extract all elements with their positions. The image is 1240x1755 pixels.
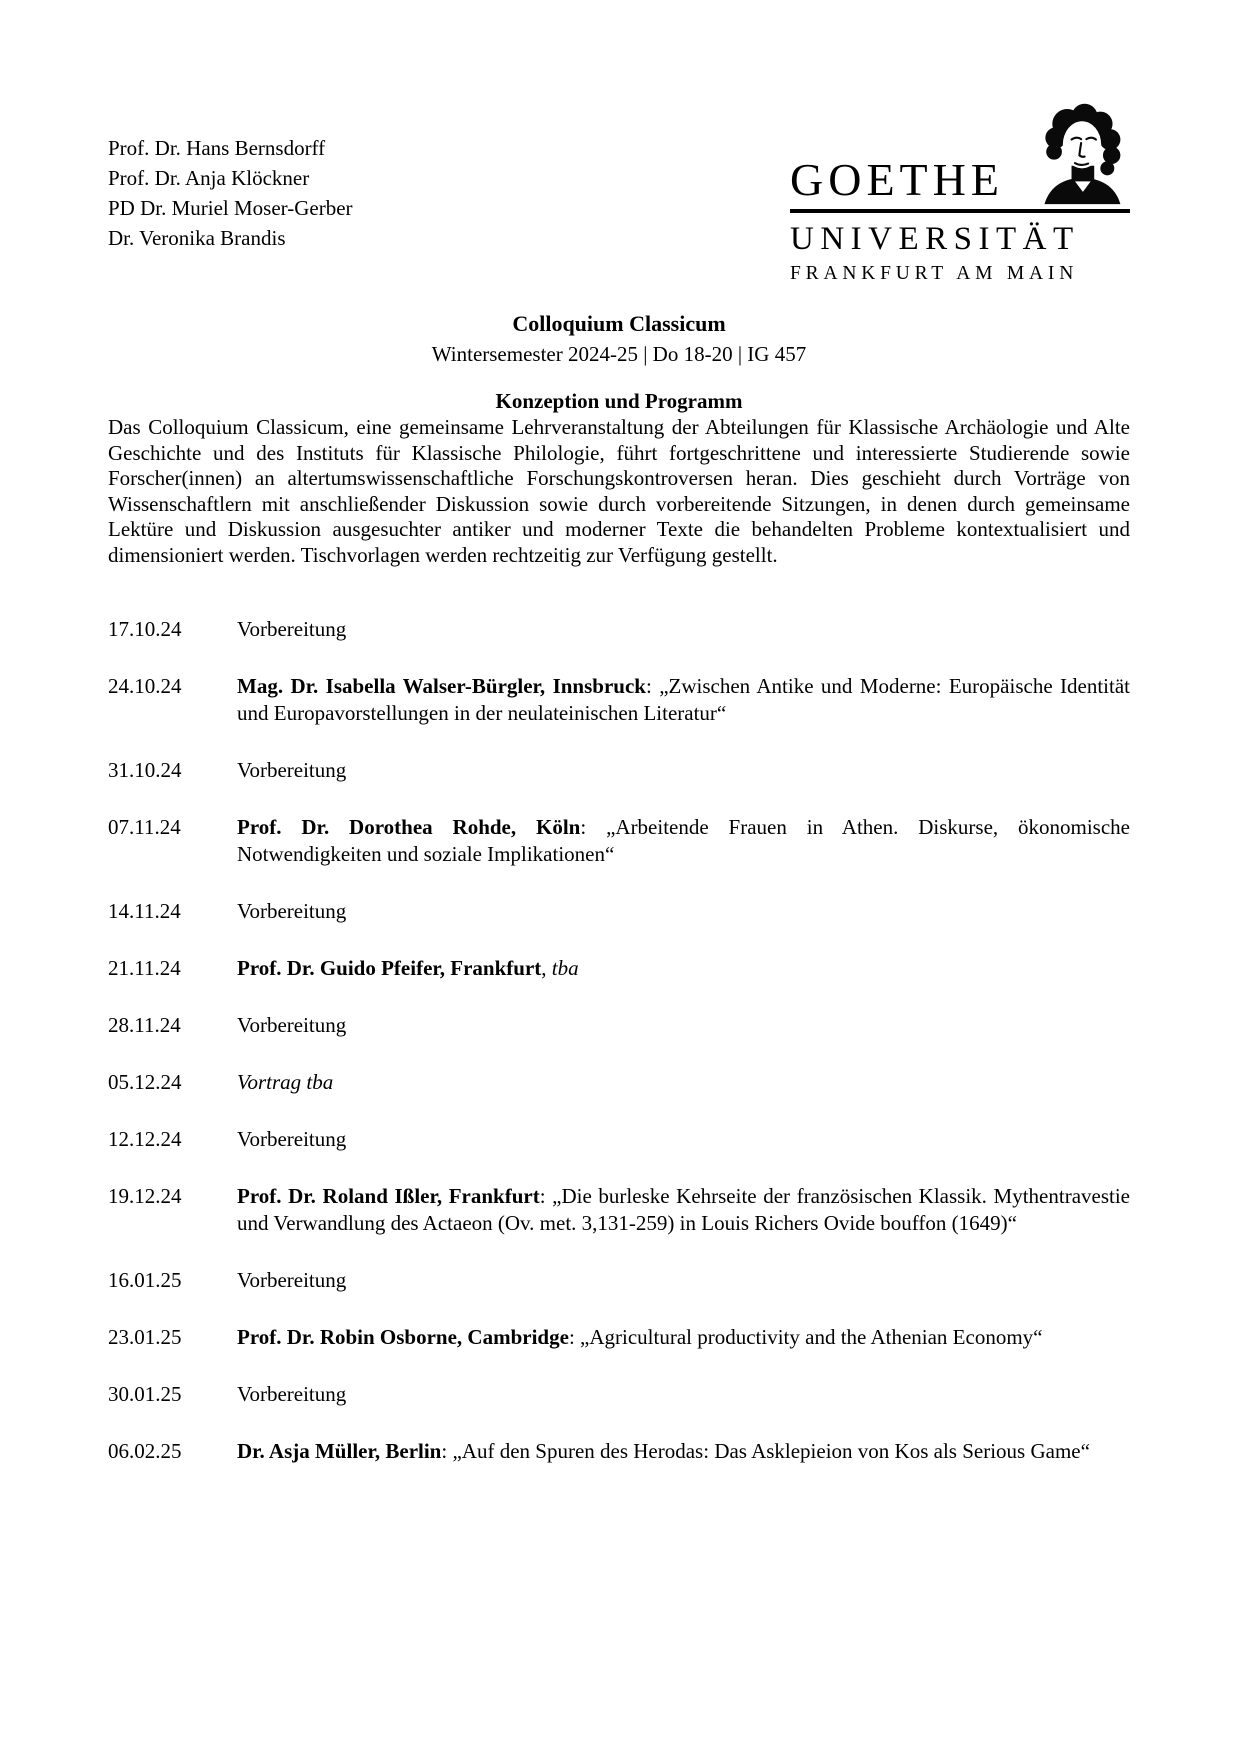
schedule-entry <box>108 1069 1130 1096</box>
schedule-date: 16.01.25 <box>108 1268 182 1292</box>
schedule-date: 05.12.24 <box>108 1070 182 1094</box>
schedule-description <box>237 898 1130 925</box>
schedule-date: 28.11.24 <box>108 1013 181 1037</box>
logo-top-row <box>790 103 1130 209</box>
schedule-date: 21.11.24 <box>108 956 181 980</box>
schedule-date: 24.10.24 <box>108 674 182 698</box>
schedule-description <box>237 955 1130 982</box>
speaker-separator: : <box>580 815 607 839</box>
talk-title: Vorbereitung <box>237 758 347 782</box>
talk-title: „Zwischen Antike und Moderne: Europäische Identität und Europavorstellungen in der neulateinischen Literatur“ <box>237 674 1131 725</box>
schedule-date: 30.01.25 <box>108 1382 182 1406</box>
speaker-separator: : <box>645 674 660 698</box>
section-heading: Konzeption und Programm <box>495 389 743 413</box>
goethe-portrait-icon <box>1034 103 1130 211</box>
speaker-separator: : <box>441 1439 453 1463</box>
talk-title: Vorbereitung <box>237 1382 347 1406</box>
schedule-date: 12.12.24 <box>108 1127 182 1151</box>
intro-paragraph: Das Colloquium Classicum, eine gemeinsame Lehrveranstaltung der Abteilungen für Klassische Archäologie und Alte Geschichte und des Instituts für Klassische Philologie, führt fortgeschrittene und interessierte Studierende sowie Forscher(innen) an altertumswissenschaftliche Forschungskontroversen heran. Dies geschieht durch Vorträge von Wissenschaftlern mit anschließender Diskussion sowie durch vorbereitende Sitzungen, in denen durch gemeinsame Lektüre und Diskussion ausgesuchter antiker und moderner Texte die behandelten Probleme kontextualisiert und dimensioniert werden. Tischvorlagen werden rechtzeitig zur Verfügung gestellt. <box>108 415 1130 567</box>
talk-title: Vortrag tba <box>237 1070 334 1094</box>
speaker-separator: : <box>568 1325 581 1349</box>
author-name: Prof. Dr. Hans Bernsdorff <box>108 136 326 160</box>
university-logo <box>790 103 1130 285</box>
talk-title: Vorbereitung <box>237 1268 347 1292</box>
schedule-date: 17.10.24 <box>108 617 182 641</box>
title-block <box>108 311 1130 367</box>
schedule-entry <box>108 757 1130 784</box>
page-title: Colloquium Classicum <box>512 311 726 336</box>
speaker-name: Mag. Dr. Isabella Walser-Bürgler, Innsbruck <box>237 674 646 698</box>
schedule-description <box>237 1381 1130 1408</box>
schedule-description <box>237 1012 1130 1039</box>
logo-institution: UNIVERSITÄT <box>790 221 1080 257</box>
schedule-date: 07.11.24 <box>108 815 181 839</box>
schedule-entry <box>108 616 1130 643</box>
schedule-description <box>237 673 1130 727</box>
talk-title: „Die burleske Kehrseite der französischen Klassik. Mythentravestie und Verwandlung des Actaeon (Ov. met. 3,131-259) in Louis Richers Ovide bouffon (1649)“ <box>237 1184 1130 1235</box>
schedule-entry <box>108 814 1130 868</box>
author-name: Prof. Dr. Anja Klöckner <box>108 166 310 190</box>
schedule-description <box>237 814 1130 868</box>
speaker-name: Prof. Dr. Roland Ißler, Frankfurt <box>237 1184 540 1208</box>
schedule-entry <box>108 1012 1130 1039</box>
subtitle: Wintersemester 2024-25 | Do 18-20 | IG 457 <box>431 342 807 366</box>
speaker-separator: : <box>539 1184 553 1208</box>
schedule-date: 06.02.25 <box>108 1439 182 1463</box>
schedule-date: 19.12.24 <box>108 1184 182 1208</box>
schedule-entry <box>108 1183 1130 1237</box>
schedule-entry <box>108 1324 1130 1351</box>
speaker-name: Dr. Asja Müller, Berlin <box>237 1439 442 1463</box>
talk-title: tba <box>551 956 579 980</box>
talk-title: Vorbereitung <box>237 1127 347 1151</box>
schedule-entry <box>108 1126 1130 1153</box>
schedule-entry <box>108 1381 1130 1408</box>
talk-title: „Agricultural productivity and the Athenian Economy“ <box>580 1325 1043 1349</box>
author-name: PD Dr. Muriel Moser-Gerber <box>108 196 353 220</box>
schedule-entry <box>108 955 1130 982</box>
schedule-description <box>237 1438 1130 1465</box>
schedule-list <box>108 616 1130 1465</box>
schedule-description <box>237 1126 1130 1153</box>
talk-title: „Auf den Spuren des Herodas: Das Asklepieion von Kos als Serious Game“ <box>452 1439 1090 1463</box>
schedule-entry <box>108 1438 1130 1465</box>
author-list <box>108 133 353 253</box>
speaker-name: Prof. Dr. Guido Pfeifer, Frankfurt <box>237 956 542 980</box>
talk-title: Vorbereitung <box>237 617 347 641</box>
author-name: Dr. Veronika Brandis <box>108 226 286 250</box>
speaker-separator: , <box>541 956 552 980</box>
talk-title: Vorbereitung <box>237 899 347 923</box>
schedule-description <box>237 1069 1130 1096</box>
schedule-date: 23.01.25 <box>108 1325 182 1349</box>
schedule-date: 14.11.24 <box>108 899 181 923</box>
talk-title: Vorbereitung <box>237 1013 347 1037</box>
schedule-entry <box>108 1267 1130 1294</box>
talk-title: „Arbeitende Frauen in Athen. Diskurse, ökonomische Notwendigkeiten und soziale Implikationen“ <box>237 815 1130 866</box>
schedule-description <box>237 616 1130 643</box>
schedule-description <box>237 1183 1130 1237</box>
schedule-entry <box>108 898 1130 925</box>
speaker-name: Prof. Dr. Robin Osborne, Cambridge <box>237 1325 569 1349</box>
speaker-name: Prof. Dr. Dorothea Rohde, Köln <box>237 815 581 839</box>
schedule-description <box>237 757 1130 784</box>
schedule-description <box>237 1267 1130 1294</box>
schedule-entry <box>108 673 1130 727</box>
document-header <box>108 103 1130 285</box>
schedule-description <box>237 1324 1130 1351</box>
logo-wordmark: GOETHE <box>790 154 1004 205</box>
schedule-date: 31.10.24 <box>108 758 182 782</box>
logo-city: FRANKFURT AM MAIN <box>790 263 1079 284</box>
